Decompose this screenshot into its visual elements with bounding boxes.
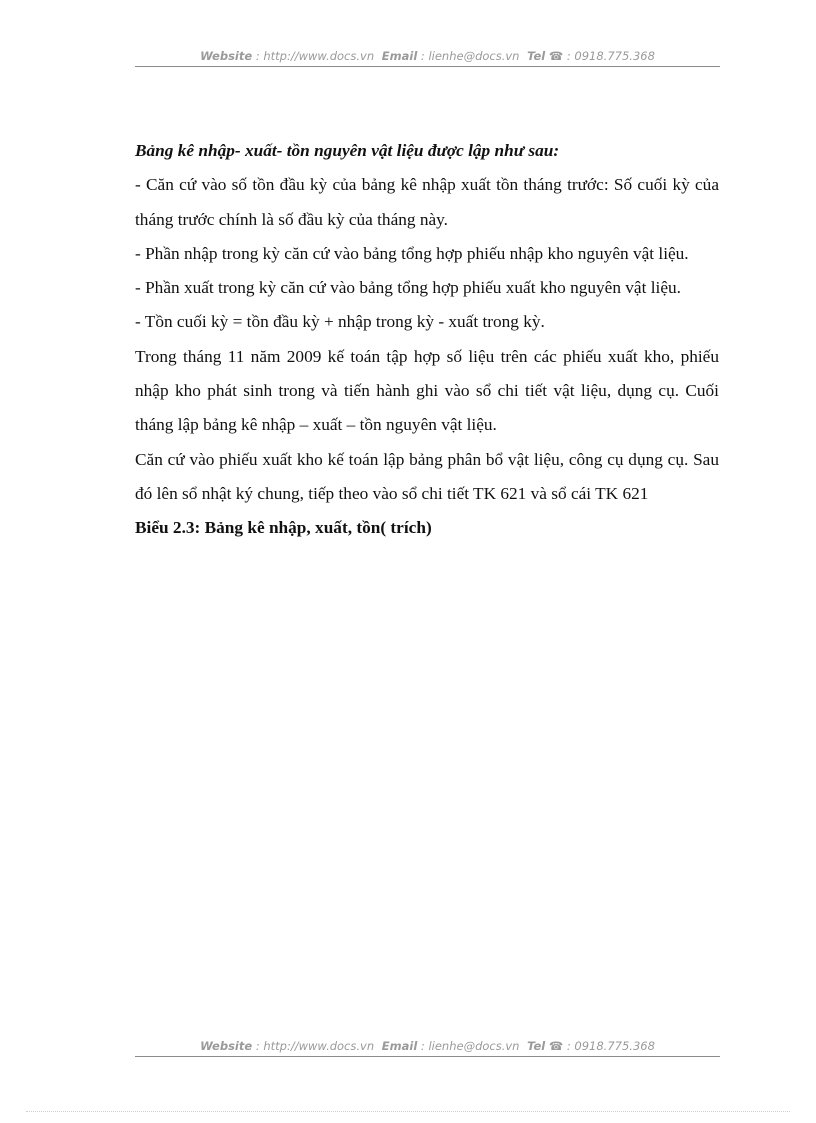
phone-icon: ☎ <box>548 49 564 63</box>
paragraph: - Phần nhập trong kỳ căn cứ vào bảng tổng hợp phiếu nhập kho nguyên vật liệu. <box>135 243 689 263</box>
page-bottom-divider <box>26 1111 790 1112</box>
website-value: : http://www.docs.vn <box>255 49 375 63</box>
document-body <box>135 134 719 546</box>
email-value: : lienhe@docs.vn <box>420 49 520 63</box>
paragraph: Căn cứ vào phiếu xuất kho kế toán lập bảng phân bổ vật liệu, công cụ dụng cụ. Sau đó lên sổ nhật ký chung, tiếp theo vào sổ chi tiết TK 621 và sổ cái TK 621 <box>135 449 719 503</box>
website-value: : http://www.docs.vn <box>255 1039 375 1053</box>
phone-icon: ☎ <box>548 1039 564 1053</box>
website-label: Website <box>200 49 253 63</box>
paragraph: - Căn cứ vào số tồn đầu kỳ của bảng kê nhập xuất tồn tháng trước: Số cuối kỳ của tháng trước chính là số đầu kỳ của tháng này. <box>135 175 719 229</box>
email-label: Email <box>381 49 418 63</box>
section-heading: Bảng kê nhập- xuất- tồn nguyên vật liệu được lập như sau: <box>135 141 560 160</box>
page-footer <box>135 1038 720 1057</box>
paragraph: - Tồn cuối kỳ = tồn đầu kỳ + nhập trong kỳ - xuất trong kỳ. <box>135 312 545 332</box>
paragraph: - Phần xuất trong kỳ căn cứ vào bảng tổng hợp phiếu xuất kho nguyên vật liệu. <box>135 278 681 298</box>
tel-label: Tel <box>527 49 546 63</box>
paragraph: Trong tháng 11 năm 2009 kế toán tập hợp số liệu trên các phiếu xuất kho, phiếu nhập kho phát sinh trong và tiến hành ghi vào sổ chi tiết vật liệu, dụng cụ. Cuối tháng lập bảng kê nhập – xuất – tồn nguyên vật liệu. <box>135 346 719 435</box>
email-label: Email <box>381 1039 418 1053</box>
website-label: Website <box>200 1039 253 1053</box>
tel-label: Tel <box>527 1039 546 1053</box>
email-value: : lienhe@docs.vn <box>420 1039 520 1053</box>
tel-value: : 0918.775.368 <box>566 1039 655 1053</box>
table-caption: Biểu 2.3: Bảng kê nhập, xuất, tồn( trích) <box>135 518 432 538</box>
page-header <box>135 48 720 67</box>
tel-value: : 0918.775.368 <box>566 49 655 63</box>
